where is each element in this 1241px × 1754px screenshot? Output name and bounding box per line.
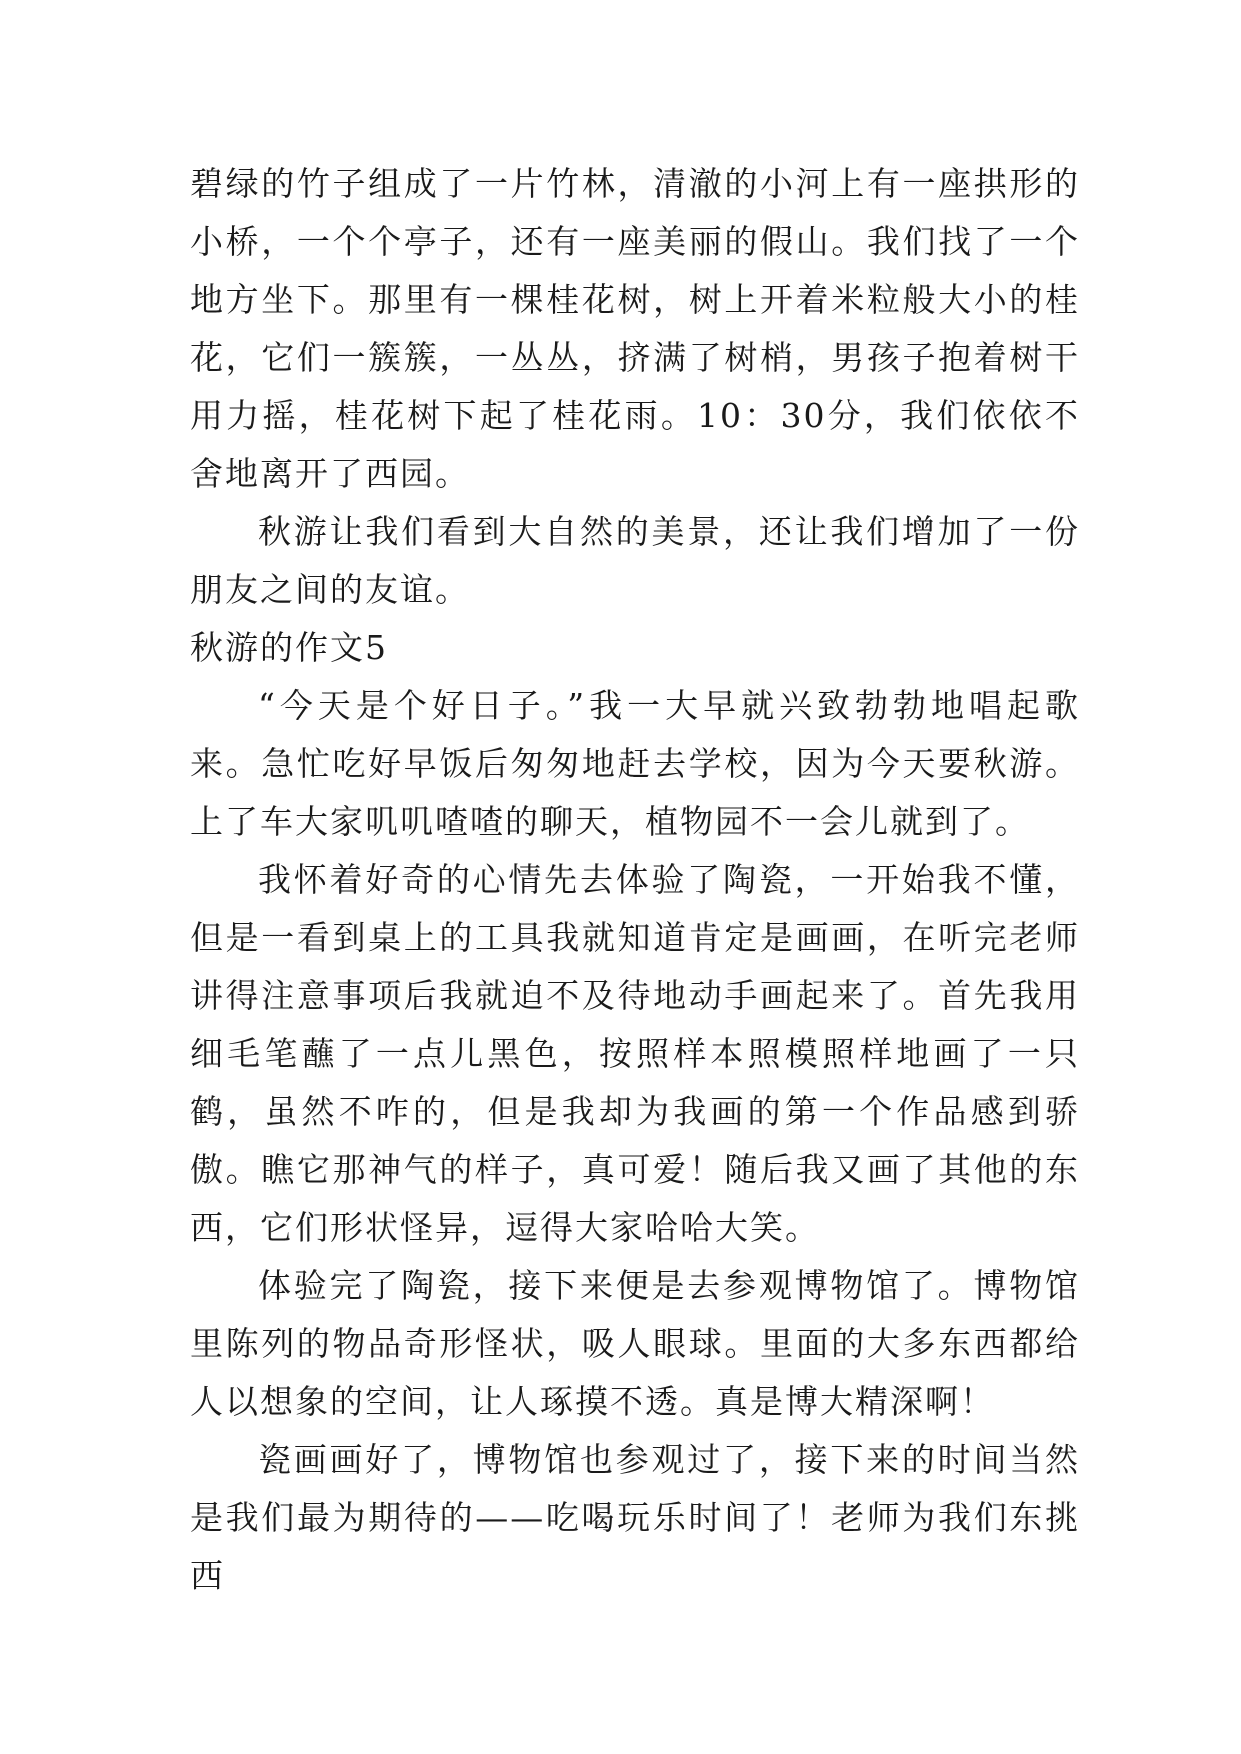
paragraph-ceramics: 我怀着好奇的心情先去体验了陶瓷，一开始我不懂，但是一看到桌上的工具我就知道肯定是画画，在听完老师讲得注意事项后我就迫不及待地动手画起来了。首先我用细毛笔蘸了一点儿黑色，按照样本照模照样地画了一只鹤，虽然不咋的，但是我却为我画的第一个作品感到骄傲。瞧它那神气的样子，真可爱！随后我又画了其他的东西，它们形状怪异，逗得大家哈哈大笑。 xyxy=(190,860,1080,1247)
document-body xyxy=(190,155,1080,1605)
section-title: 秋游的作文5 xyxy=(190,628,388,667)
paragraph-fun-time: 瓷画画好了，博物馆也参观过了，接下来的时间当然是我们最为期待的——吃喝玩乐时间了！老师为我们东挑西 xyxy=(190,1440,1080,1595)
paragraph-good-day: “今天是个好日子。”我一大早就兴致勃勃地唱起歌来。急忙吃好早饭后匆匆地赶去学校，因为今天要秋游。上了车大家叽叽喳喳的聊天，植物园不一会儿就到了。 xyxy=(190,686,1080,841)
paragraph-museum: 体验完了陶瓷，接下来便是去参观博物馆了。博物馆里陈列的物品奇形怪状，吸人眼球。里面的大多东西都给人以想象的空间，让人琢摸不透。真是博大精深啊！ xyxy=(190,1266,1080,1421)
paragraph-autumn-outing-summary: 秋游让我们看到大自然的美景，还让我们增加了一份朋友之间的友谊。 xyxy=(190,512,1080,609)
paragraph-bamboo-garden: 碧绿的竹子组成了一片竹林，清澈的小河上有一座拱形的小桥，一个个亭子，还有一座美丽的假山。我们找了一个地方坐下。那里有一棵桂花树，树上开着米粒般大小的桂花，它们一簇簇，一丛丛，挤满了树梢，男孩子抱着树干用力摇，桂花树下起了桂花雨。10：30分，我们依依不舍地离开了西园。 xyxy=(190,164,1080,493)
